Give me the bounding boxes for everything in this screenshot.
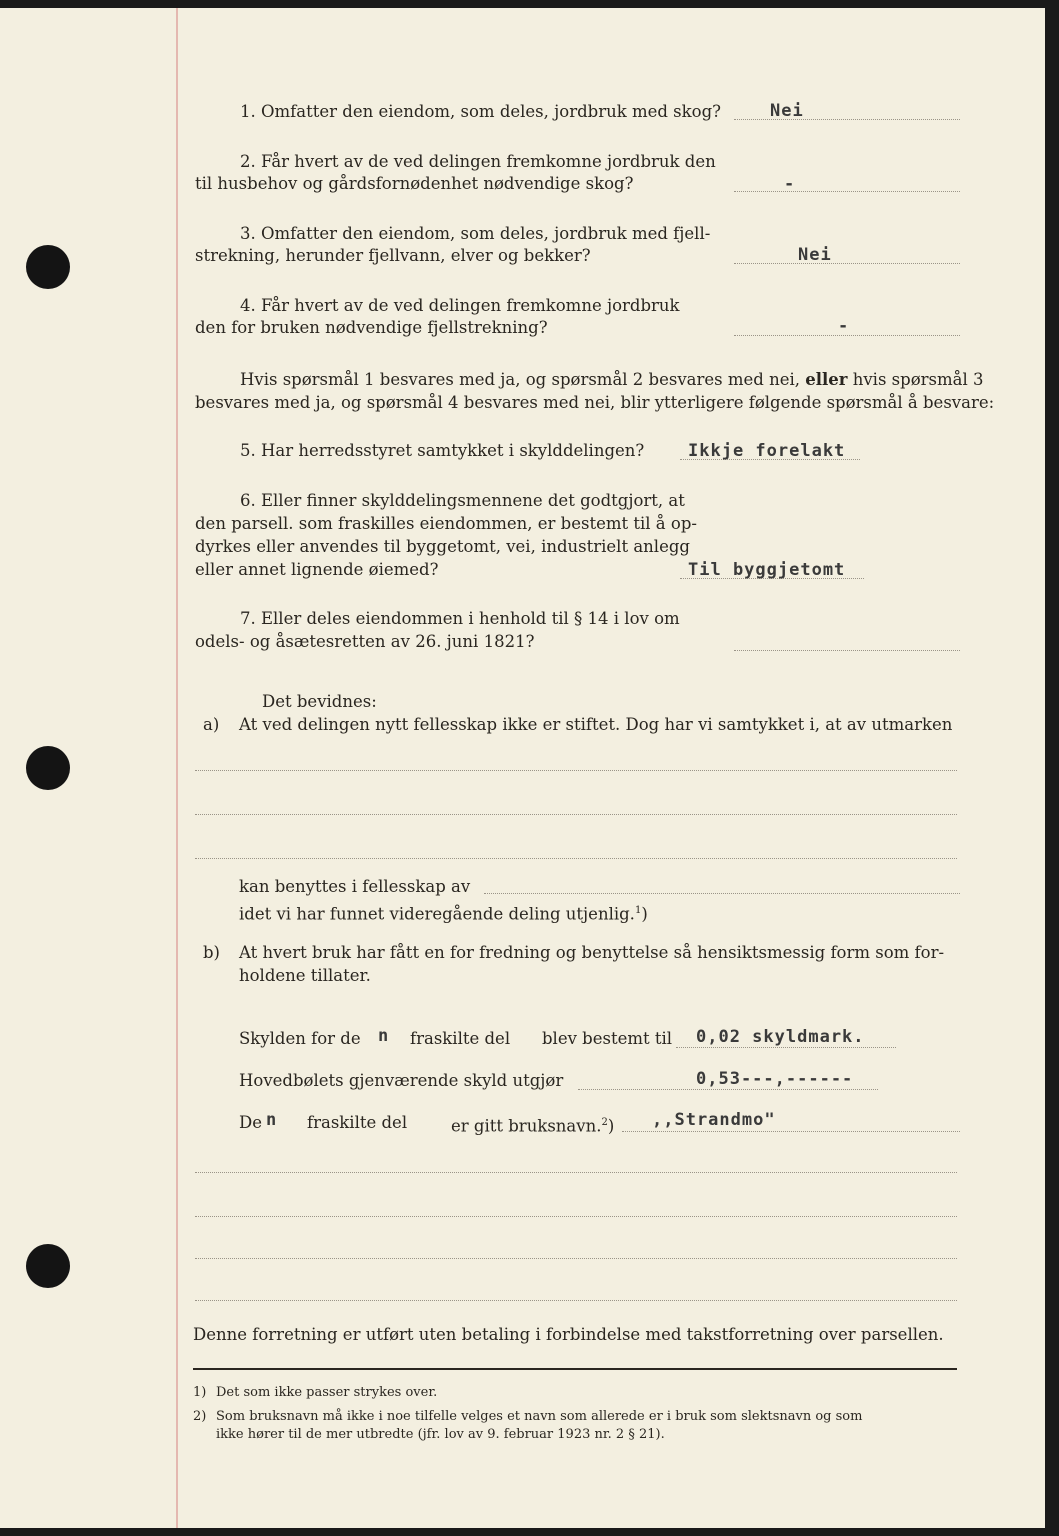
question-5: 5. Har herredsstyret samtykket i skylddelingen? [240,441,645,460]
answer-line [734,650,960,651]
skyld-label: Skylden for de [239,1029,361,1048]
question-3-line-1: 3. Omfatter den eiendom, som deles, jordbruk med fjell- [240,224,711,243]
footnote-rule [193,1368,957,1370]
answer-5: Ikkje forelakt [688,441,846,461]
bruksnavn-label: er gitt bruksnavn.$^2$) [451,1116,615,1136]
answer-line [734,119,960,120]
blank-line [484,893,960,894]
blank-line [195,814,957,815]
question-4-line-2: den for bruken nødvendige fjellstrekning? [195,318,548,337]
blank-line [195,1172,957,1173]
answer-4: - [838,316,850,336]
bruksnavn-de: De [239,1113,262,1132]
question-6-line-3: dyrkes eller anvendes til byggetomt, vei, industrielt anlegg [195,537,690,556]
blank-line [195,1300,957,1301]
footnote-1: Det som ikke passer strykes over. [216,1385,438,1400]
question-3-line-2: strekning, herunder fjellvann, elver og bekker? [195,246,591,265]
punch-hole [26,245,70,289]
question-6-line-2: den parsell. som fraskilles eiendommen, er bestemt til å op- [195,514,697,533]
item-a-label: a) [203,715,220,734]
question-6-line-1: 6. Eller finner skylddelingsmennene det godtgjort, at [240,491,685,510]
answer-line [622,1131,960,1132]
item-b-label: b) [203,943,220,962]
question-7-line-2: odels- og åsætesretten av 26. juni 1821? [195,632,535,651]
answer-line [676,1047,896,1048]
answer-3: Nei [798,245,832,265]
question-1: 1. Omfatter den eiendom, som deles, jordbruk med skog? [240,102,721,121]
intro-line-2: besvares med ja, og spørsmål 4 besvares med nei, blir ytterligere følgende spørsmål å besvare: [195,393,995,412]
form-page [0,8,1045,1528]
item-b-line-2: holdene tillater. [239,966,371,985]
hovedbol-label: Hovedbølets gjenværende skyld utgjør [239,1071,564,1090]
question-2-line-2: til husbehov og gårdsfornødenhet nødvendige skog? [195,174,634,193]
certification-heading: Det bevidnes: [262,692,377,711]
footnote-2-mark: 2) [193,1409,207,1424]
answer-line [734,191,960,192]
item-a-common-use: kan benyttes i fellesskap av [239,877,471,896]
answer-line [578,1089,878,1090]
footnote-1-mark: 1) [193,1385,207,1400]
answer-line [734,263,960,264]
item-b-line-1: At hvert bruk har fått en for fredning og benyttelse så hensiktsmessig form som for- [239,943,945,962]
blank-line [195,858,957,859]
blank-line [195,1216,957,1217]
margin-line [176,8,178,1528]
blank-line [195,770,957,771]
bruksnavn-part: fraskilte del [307,1113,408,1132]
skyld-value: 0,02 skyldmark. [696,1027,865,1047]
skyld-part: fraskilte del [410,1029,511,1048]
punch-hole [26,1244,70,1288]
footnote-2-line-1: Som bruksnavn må ikke i noe tilfelle velges et navn som allerede er i bruk som slektsnavn og som [216,1409,863,1424]
question-4-line-1: 4. Får hvert av de ved delingen fremkomne jordbruk [240,296,680,315]
question-7-line-1: 7. Eller deles eiendommen i henhold til § 14 i lov om [240,609,680,628]
skyld-fill: n [378,1026,390,1046]
skyld-decided: blev bestemt til [542,1029,673,1048]
closing-statement: Denne forretning er utført uten betaling i forbindelse med takstforretning over parsellen. [193,1325,944,1344]
intro-line-1: Hvis spørsmål 1 besvares med ja, og spørsmål 2 besvares med nei, eller hvis spørsmål 3 [240,370,984,389]
answer-1: Nei [770,101,804,121]
punch-hole [26,746,70,790]
answer-6: Til byggjetomt [688,560,846,580]
blank-line [195,1258,957,1259]
question-6-line-4: eller annet lignende øiemed? [195,560,439,579]
item-a-text: At ved delingen nytt fellesskap ikke er stiftet. Dog har vi samtykket i, at av utmarken [239,715,953,734]
bruksnavn-value: ,,Strandmo" [652,1110,776,1130]
item-a-reason: idet vi har funnet videregående deling utjenlig.$^1$) [239,904,648,924]
bruksnavn-fill: n [266,1110,278,1130]
hovedbol-value: 0,53---,------ [696,1069,854,1089]
answer-2: - [784,174,796,194]
question-2-line-1: 2. Får hvert av de ved delingen fremkomne jordbruk den [240,152,716,171]
footnote-2-line-2: ikke hører til de mer utbredte (jfr. lov av 9. februar 1923 nr. 2 § 21). [216,1427,665,1442]
